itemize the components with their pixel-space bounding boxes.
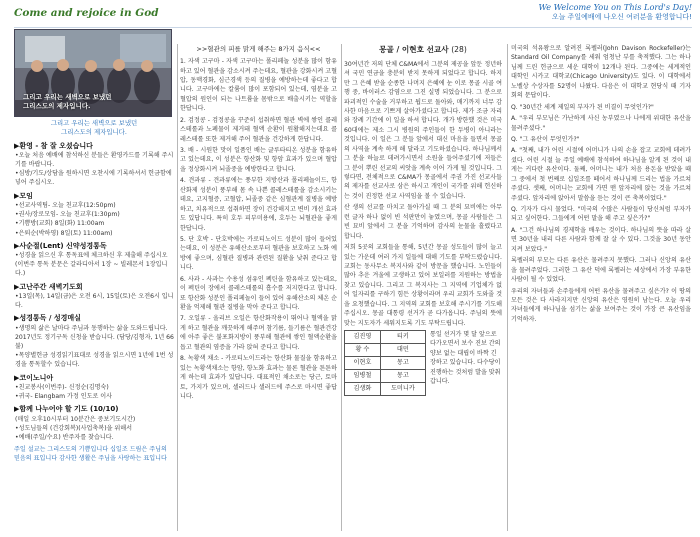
missionary-paragraphs [344,60,502,328]
page-title: Come and rejoice in God [14,7,159,19]
announcements-column [14,29,174,464]
rockefeller-paragraph: A. "우리 부모님은 가난하게 사신 농부였으나 나에게 위대한 유산을 물려주셨다." [511,115,691,132]
section-line: •심방/기도/상담을 원하시면 오찬시에 기록하셔서 헌금함에 넣어 주십시오. [15,170,172,187]
missionary-table [344,330,426,396]
country-cell: 도미니카 [380,383,425,396]
section-heading: ▶사순절(Lent) 신약성경통독 [14,241,107,250]
closing-note: 주일 설교는 그리스도의 기쁨입니다 십일조 드림은 주님의 믿음의 표입니다 감사한 생활은 주님을 사랑하는 표입니다 [14,446,167,463]
section-line: •선교사역팀- 오늘 친교후(12:50pm) [15,202,116,210]
section-heading: ▶모임 [14,191,33,200]
country-cell: 몽고 [380,357,425,370]
health-item: 6. 사과 - 사과는 수용성 섬유인 펙틴을 함유하고 있는데요, 이 펙틴이 장에서 콜레스테롤의 흡수를 저지한다고 합니다. 또 항산화 성분인 폴리페놀이 들어 있어 유해산소의 체온 순환을 억제해 혈관 질병을 막아 준다고 합니다. [180,275,337,311]
table-row [345,383,426,396]
section-body [14,292,174,310]
health-item: 2. 검정콩 - 검정콩을 꾸준히 섭취하면 혈관 벽에 쌓인 콜레스테롤과 노폐물이 제거돼 혈액 순환이 원활해지는데요 콜레스테롤 또한 제거해 주어 혈관을 건강하게 한답니다. [180,116,337,143]
country-cell: 티키 [380,331,425,344]
announcement-section [14,191,174,238]
section-line: •성경을 읽으신 후 통독표에 체크하신 후 제출해 주십시오 (이번주 통독 분문은 갈라디아서 1장 ~ 빌레몬서 1장입니다.) [15,252,168,278]
announcement-sections [14,141,174,443]
missionary-name-cell: 이현호 [345,357,381,370]
section-body [14,151,174,188]
section-body [14,201,174,238]
section-line: •오늘 처음 예배에 참석하신 분들은 환영카드를 기록해 주시기를 바랍니다. [15,152,174,169]
section-line: •성도님들의 (건강회복)(사업축복)을 위해서 [15,425,133,433]
announcement-section [14,373,174,402]
table-row [345,344,426,357]
photo-caption: 그리고 우리는 새벽으로 보냈던 그리스도의 제자입니다. [50,119,138,137]
health-title: >>혈관의 피를 맑게 해주는 8가지 음식<< [196,45,321,53]
section-line: •기쁨방(교회) 8일(화) 11:00am [15,220,105,228]
health-item: 7. 오일류 - 올리브 오일은 항산화작용이 뛰어나 혈액을 맑게 하고 혈관을 깨끗하게 해주며 참기름, 들기름은 혈관건강에 아주 좋은 불포화지방이 풍부해 혈관에 쌓인 혈액순환을 돕고 혈관의 염증을 가라 앉혀 준다고 합니다. [180,315,337,351]
table-row [345,331,426,344]
rockefeller-column [511,44,691,326]
section-body [14,324,174,370]
announcement-section [14,404,174,442]
health-item: 5. 단 호박 - 단호박에는 카로티노이드 성분이 많이 들어있는데요, 이 성분은 유해산소로부터 혈관을 보호하고 노화 예방에 좋으며, 심혈관 질병과 관련된 질환을 낮춰 준다고 합니다. [180,235,337,272]
section-line: •예배(주일/수요) 반주자를 찾습니다. [15,434,114,442]
section-body [14,251,174,278]
missionary-chapter: (28) [451,45,467,54]
header-divider [14,27,692,28]
section-line: (매일 오후10시부터 10분간은 중보기도시간) [15,415,136,423]
column-divider [177,44,178,531]
congregation-photo [14,29,172,117]
rockefeller-paragraph: A. "그건 하나님의 경제학을 배우는 것이다. 하나님의 뜻을 따라 살면 30년을 내리 다른 사람과 함께 잘 살 수 있다. 그것을 30년 동안 지켜 보았다." [511,226,691,253]
section-line: •친교봉사(이번주)- 신정순(김명숙) [15,384,109,392]
missionary-paragraph: 30여년간 저의 단체 C&MA에서 그분의 제공을 앞둔 정년하셔 국민 연금을 충분히 받지 못하게 되었다고 합니다. 하지만 그 은혜 받을 순종한 나머지 은혜에 눈 이로 몽골 시골 여행 중, 바이러스 감염으로 그진 실명 되었습니다. 그 분으로 파괴적인 수술을 거부하고 됩드로 돌아와, 매기까지 너무 감사한 마음으로 기쁘게 살아가셨다고 합니다. 제가 조금 자리와 장례 기간에 이 일을 하셔 합니다. 개가 방한했 것은 미국 60대에는 제소 그시 병원의 주인들이 한 두병이 아니라는 것입니다. 이 일은 그 분들 앞에서 대신 마음을 들면서 몽골의 사역을 계속 하게 해 달라고 기도하셨습니다. 하나님께서 그 분을 하늘로 데려가시면서 소원을 들어주셨기에 저들은 그 분이 뿌린 선교의 씨앗을 계속 이어 가게 될 것입니다. 그렇다면, 전체적으로 C&MA가 몽골에서 주권 가진 선교사들의 제자를 선교사로 삼은 하시고 개인이 국가를 위해 헌신하는 것이 진정한 선교 사역임을 볼 수 있습니다. [344,60,502,200]
health-paragraphs [180,57,337,401]
missionary-name-cell: 임병철 [345,370,381,383]
country-cell: 대민 [380,344,425,357]
missionary-column [344,44,502,396]
welcome-heading-ko: 오늘 주일예배에 나오신 여러분을 환영합니다! [551,12,692,21]
welcome-heading-en: We Welcome You on This Lord's Day! [538,2,692,12]
rockefeller-paragraph: 록펠러의 부모는 다른 유산은 물려주지 못했다. 그러나 신앙의 유산을 물려주었다. 그러한 그 유산 덕에 록펠러는 세상에서 가장 부유한 사람이 될 수 있었다. [511,257,691,284]
section-heading: ▶코이노니아 [14,373,54,382]
section-line: •생명의 삶은 날마다 주님과 동행하는 삶을 도와드립니다. 2017년도 정기구독 신청을 받습니다. (담당/김형자, 1년 66불) [15,324,174,351]
health-item: 8. 녹황색 채소 - 카로티노이드라는 항산화 물질을 함유하고 있는 녹황색채소는 항암, 항노화 효과는 물론 혈관을 튼튼하게 하는데 효과가 있답니다. 대표적인 채소로는 당근, 토마토, 가지가 있으며, 셀러드나 샐러드에 주스로 마시면 좋답니다. [180,355,337,400]
health-item: 4. 견과류 - 견과류에는 풍부한 지방산과 폴리페놀이드, 항산화제 성분이 풍부해 몸 속 나쁜 콜레스테롤을 감소시키는데요, 고지혈증, 고혈압, 뇌졸중 같은 심혈관계 질병을 예방하고, 치유적으로 섭취하면 장이 건강해지고 변비 개선 효과도 있답니다. 특히 호두 피부미용에, 호두는 뇌혈관을 좋게 한답니다. [180,177,337,232]
section-heading: ▶함께 나누어야 할 기도 (10/10) [14,405,119,414]
missionary-name: 몽골 / 이현호 선교사 [379,45,449,54]
announcement-section [14,241,174,279]
rockefeller-paragraph: Q. "그 유산이 무엇인가?" [511,135,580,143]
missionary-list-block [344,330,502,396]
rockefeller-paragraph: A. "첫째, 내가 어린 시절에 어머니가 나의 손을 잡고 교회에 데려가셨다. 어린 시절 늘 주일 예배에 참석하여 하나님을 알게 된 것이 내게는 커다란 유산이다. 둘째, 어머니는 내가 처음 용돈을 받았을 때 그 중에서 첫 번째로 십일조를 떼어서 하나님께 드리는 법을 가르쳐 주셨다. 셋째, 어머니는 교회에 가면 맨 앞자리에 앉는 것을 가르쳐 주셨다. 앞자리에 앉아서 말씀을 듣는 것이 큰 축복이었다." [511,147,691,202]
table-row [345,370,426,383]
missionary-name-cell: 김진영 [345,331,381,344]
missionary-name-cell: 김생화 [345,383,381,396]
health-item: 1. 자색 고구마 - 자색 고구마는 폴리페놀 성분을 많이 함유하고 있어 혈관을 감소시켜 주는데요, 혈관을 강화시켜 고혈압, 동맥경화, 심근경색 등의 질병을 예방하는데 좋다고 합니다. 고구마에는 칼륨이 많이 포함되어 있는데, 염분을 고혈압의 원인이 되는 나트륨을 몸밖으로 배출시키는 역할을 한답니다. [180,58,337,113]
section-heading: ▶고난주간 새벽기도회 [14,282,83,291]
photo-overlay-text: 그리고 우리는 새벽으로 보냈던 그리스도의 제자입니다. [23,93,112,110]
rockefeller-paragraph: 미국의 석유왕으로 알려진 록펠러(John Davison Rockefeller)는 Standard Oil Company를 세워 엄청난 부를 축적했다. 그는 하나님께 드린 헌금으로 세운 대학이 12개나 된다. 그중에는 세계적인 대학인 시카고 대학교(Chicago University)도 있다. 이 대학에서 노벨상 수상자를 52명이 나왔다. 다음은 이 대학교 현당식 때 기자회의 문답이다. [511,45,691,100]
rockefeller-paragraph: 우리의 자녀들과 손주들에게 어떤 유산을 물려주고 싶은가? 이 땅의 모든 것은 다 사라지지만 신앙의 유산은 영원히 남는다. 오늘 우리 자녀들에게 하나님을 섬기는 삶을 보여주는 것이 가장 큰 유산임을 기억하자. [511,287,691,323]
column-divider [341,44,342,531]
welcome-heading [538,2,692,22]
section-heading: ▶환영 - 참 잘 오셨습니다 [14,141,93,150]
section-line: •13일(목), 14일(금)은 오전 6시, 15일(토)은 오전6시 입니다. [15,293,174,310]
missionary-title [344,44,502,56]
section-body [14,415,174,442]
missionary-side-text: 통일 선거가 몇 달 앞으로 다가오면서 보수 진보 간의 양보 없는 대립이 바짝 긴장하고 있습니다. 다수당이 진행하는 것처럼 발을 맞춰 갑니다. [430,331,501,386]
missionary-paragraph: 저희 5곳의 교회들을 통해, 5년간 몽골 성도들이 많이 늘고 있는 가운데 여러 가지 일들에 대해 기도를 부탁드렸습니다. 교회는 동사무소 복지사와 같이 방문을 했습니다. 노인들이 많아 추운 겨울에 고생하고 있어 보일러를 지원하는 방법을 찾고 있습니다. 그리고 그 복지사는 그 지역에 기업체가 없어 일자리를 구하기 힘든 상황이라며 우리 교회가 도와줄 것을 요청했습니다. 그 지역의 교회를 보호해 주시기를 기도해 주십시오. 몽골 대통령 선거가 곧 다가옵니다. 주님의 뜻에 맞는 지도자가 세워지도록 기도 부탁드립니다. [344,244,502,327]
column-divider [507,44,508,531]
section-line: •권사/장로모임- 오늘 친교후(1:30pm) [15,211,120,219]
section-line: •목양별헌금 성경읽기표대로 성경을 읽으시면 1년에 1번 성경을 통독할수 있습니다. [15,352,174,369]
rockefeller-paragraph: Q. "30년간 세계 제일의 부자가 된 비결이 무엇인가?" [511,103,654,111]
country-cell: 몽고 [380,370,425,383]
missionary-name-cell: 황 수 [345,344,381,357]
table-row [345,357,426,370]
rockefeller-paragraphs [511,44,691,324]
section-body [14,383,174,401]
announcement-section [14,282,174,311]
missionary-paragraph: 산 생의 선교를 마치고 돌아가실 때 그 분의 묘비에는 아무런 글자 하나 없이 빈 석판만이 놓였으며, 몽골 사람들은 그 빈 묘비 앞에서 그 분을 기억하며 감사의 눈물을 흘렸다고 합니다. [344,204,502,240]
rockefeller-paragraph: Q. 기자가 다시 물었다. "미국의 수많은 사람들이 당신처럼 부자가 되고 싶어한다. 그들에게 어떤 말을 해 주고 싶은가?" [511,206,691,223]
section-line: •은퇴순(박하영) 8일(토) 11:00am) [15,229,113,237]
health-item: 3. 배 - 시원한 맛이 일품인 배는 글루타티온 성분을 함유하고 있는데요, 이 성분은 항산화 및 항암 효과가 있으며 혈압을 정상화시켜 뇌졸중을 예방한다고 합니다. [180,147,337,173]
section-line: •귀국- Elangbam 가정 인도로 이사 [15,393,113,401]
section-heading: ▶성경통독 / 성경매실 [14,314,81,323]
announcement-section [14,313,174,369]
announcement-section [14,141,174,188]
health-column [180,44,337,403]
